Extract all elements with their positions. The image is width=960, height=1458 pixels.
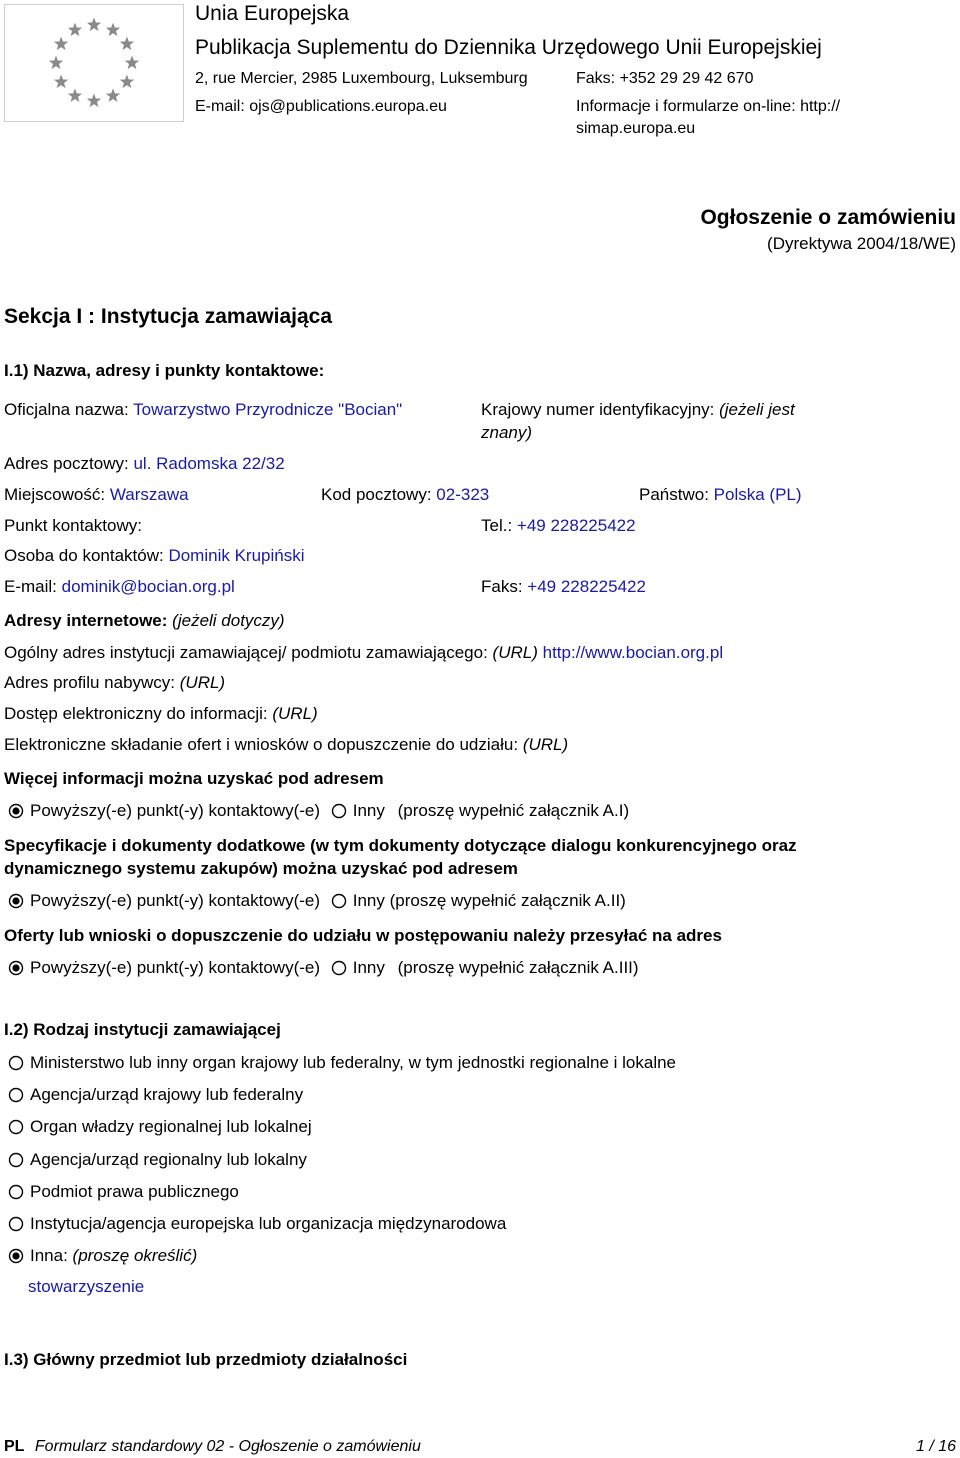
- section-title: Sekcja I : Instytucja zamawiająca: [4, 305, 333, 328]
- authority-other-note: (proszę określić): [72, 1246, 198, 1265]
- contact-person-label: Osoba do kontaktów:: [4, 546, 164, 565]
- flag-star-icon: [106, 23, 120, 37]
- e-access-url-tag: (URL): [272, 704, 318, 723]
- offers-opt1-label: Powyższy(-e) punkt(-y) kontaktowy(-e): [30, 958, 321, 977]
- email-field: [4, 577, 235, 597]
- fax-label: Faks:: [481, 577, 523, 596]
- postcode-label: Kod pocztowy:: [321, 485, 432, 504]
- email-value: dominik@bocian.org.pl: [61, 577, 235, 596]
- authority-option-label: Ministerstwo lub inny organ krajowy lub federalny, w tym jednostki regionalne i lokalne: [30, 1053, 676, 1072]
- s1-1-heading: I.1) Nazwa, adresy i punkty kontaktowe:: [4, 361, 325, 380]
- email-label: E-mail:: [4, 577, 57, 596]
- general-url-link[interactable]: http://www.bocian.org.pl: [542, 643, 724, 662]
- postal-address-value: ul. Radomska 22/32: [133, 454, 285, 473]
- postcode-value: 02-323: [436, 485, 490, 504]
- specs-heading: Specyfikacje i dokumenty dodatkowe (w tym dokumenty dotyczące dialogu konkurencyjnego oraz: [4, 836, 797, 855]
- authority-option-label: Instytucja/agencja europejska lub organizacja międzynarodowa: [30, 1214, 507, 1233]
- postal-address-label: Adres pocztowy:: [4, 454, 129, 473]
- e-access-label: Dostęp elektroniczny do informacji:: [4, 704, 268, 723]
- e-submission-field: [4, 735, 568, 755]
- official-name-field: [4, 400, 402, 420]
- header-publication: Publikacja Suplementu do Dziennika Urzędowego Unii Europejskiej: [195, 36, 822, 59]
- radio-unchecked-icon[interactable]: [8, 1055, 24, 1071]
- notice-directive: (Dyrektywa 2004/18/WE): [767, 234, 956, 253]
- authority-option: [8, 1085, 303, 1105]
- flag-star-icon: [120, 75, 134, 89]
- radio-unchecked-icon[interactable]: [8, 1152, 24, 1168]
- radio-checked-icon[interactable]: [8, 893, 24, 909]
- more-info-heading: Więcej informacji można uzyskać pod adresem: [4, 769, 384, 788]
- eu-flag-logo: [4, 4, 184, 122]
- footer-lang: PL: [4, 1438, 25, 1455]
- e-submission-url-tag: (URL): [522, 735, 569, 754]
- fax-value: +49 228225422: [527, 577, 646, 596]
- authority-option: [8, 1182, 239, 1202]
- footer-left: [4, 1438, 421, 1456]
- buyer-profile-url-tag: (URL): [179, 673, 226, 692]
- country-value: Polska (PL): [713, 485, 802, 504]
- town-label: Miejscowość:: [4, 485, 106, 504]
- e-submission-label: Elektroniczne składanie ofert i wniosków o dopuszczenie do udziału:: [4, 735, 519, 754]
- specs-opt1-label: Powyższy(-e) punkt(-y) kontaktowy(-e): [30, 891, 321, 910]
- national-id-label: Krajowy numer identyfikacyjny:: [481, 400, 715, 419]
- flag-star-icon: [87, 18, 101, 32]
- authority-option: [8, 1117, 312, 1137]
- tel-value: +49 228225422: [516, 516, 636, 535]
- specs-options: [8, 891, 626, 911]
- official-name-value: Towarzystwo Przyrodnicze "Bocian": [133, 400, 403, 419]
- footer-page: 1 / 16: [915, 1438, 956, 1455]
- general-url-tag: (URL): [492, 643, 538, 662]
- authority-other-value: stowarzyszenie: [28, 1277, 145, 1296]
- radio-unchecked-icon[interactable]: [331, 960, 347, 976]
- town-field: [4, 485, 189, 505]
- authority-option-other: [8, 1246, 197, 1266]
- flag-star-icon: [68, 88, 82, 102]
- radio-checked-icon[interactable]: [8, 960, 24, 976]
- general-url-label: Ogólny adres instytucji zamawiającej/ podmiotu zamawiającego:: [4, 643, 488, 662]
- flag-star-icon: [54, 37, 68, 51]
- offers-opt2-label: Inny: [352, 958, 385, 977]
- fax-field: [481, 577, 646, 597]
- flag-star-icon: [120, 37, 134, 51]
- more-info-options: [8, 801, 629, 821]
- authority-option: [8, 1214, 506, 1234]
- authority-option-label: Agencja/urząd krajowy lub federalny: [30, 1085, 304, 1104]
- flag-star-icon: [54, 75, 68, 89]
- national-id-note: (jeżeli jest: [719, 400, 795, 419]
- s1-2-heading: I.2) Rodzaj instytucji zamawiającej: [4, 1020, 281, 1039]
- contact-person-value: Dominik Krupiński: [168, 546, 305, 565]
- radio-unchecked-icon[interactable]: [8, 1087, 24, 1103]
- specs-note: (proszę wypełnić załącznik A.II): [389, 891, 626, 910]
- town-value: Warszawa: [109, 485, 189, 504]
- authority-option: [8, 1053, 676, 1073]
- more-info-opt1-label: Powyższy(-e) punkt(-y) kontaktowy(-e): [30, 801, 321, 820]
- official-name-label: Oficjalna nazwa:: [4, 400, 129, 419]
- flag-star-icon: [49, 56, 63, 70]
- buyer-profile-label: Adres profilu nabywcy:: [4, 673, 176, 692]
- buyer-profile-field: [4, 673, 225, 693]
- flag-star-icon: [68, 23, 82, 37]
- national-id-note-cont: znany): [481, 423, 533, 442]
- e-access-field: [4, 704, 318, 724]
- header-address: 2, rue Mercier, 2985 Luxembourg, Luksemburg: [195, 70, 528, 87]
- header-info-line2: simap.europa.eu: [576, 120, 696, 137]
- offers-options: [8, 958, 639, 978]
- header-org: Unia Europejska: [195, 2, 350, 25]
- radio-unchecked-icon[interactable]: [8, 1119, 24, 1135]
- national-id-field: [481, 400, 795, 420]
- specs-heading-cont: dynamicznego systemu zakupów) można uzyskać pod adresem: [4, 859, 518, 878]
- postal-address-field: [4, 454, 285, 474]
- s1-3-heading: I.3) Główny przedmiot lub przedmioty działalności: [4, 1350, 408, 1369]
- radio-unchecked-icon[interactable]: [8, 1216, 24, 1232]
- specs-opt2-label: Inny: [352, 891, 385, 910]
- authority-option-label: Podmiot prawa publicznego: [30, 1182, 239, 1201]
- general-url-field: [4, 643, 723, 663]
- flag-star-icon: [125, 56, 139, 70]
- authority-other-label: Inna:: [30, 1246, 68, 1265]
- tel-field: [481, 516, 636, 536]
- radio-checked-icon[interactable]: [8, 803, 24, 819]
- country-label: Państwo:: [639, 485, 709, 504]
- contact-point-label: Punkt kontaktowy:: [4, 516, 142, 535]
- authority-option-label: Agencja/urząd regionalny lub lokalny: [30, 1150, 307, 1169]
- internet-addresses: [4, 611, 285, 631]
- flag-star-icon: [87, 94, 101, 108]
- tel-label: Tel.:: [481, 516, 513, 535]
- contact-person-field: [4, 546, 305, 566]
- radio-unchecked-icon[interactable]: [331, 803, 347, 819]
- offers-heading: Oferty lub wnioski o dopuszczenie do udziału w postępowaniu należy przesyłać na adres: [4, 926, 722, 945]
- notice-title: Ogłoszenie o zamówieniu: [700, 206, 956, 229]
- more-info-note: (proszę wypełnić załącznik A.I): [397, 801, 630, 820]
- radio-checked-icon[interactable]: [8, 1248, 24, 1264]
- flag-star-icon: [106, 88, 120, 102]
- authority-option-label: Organ władzy regionalnej lub lokalnej: [30, 1117, 312, 1136]
- header-email: E-mail: ojs@publications.europa.eu: [195, 98, 447, 115]
- country-field: [639, 485, 802, 505]
- postcode-field: [321, 485, 489, 505]
- header-info-line1: Informacje i formularze on-line: http://: [576, 98, 841, 115]
- authority-option: [8, 1150, 307, 1170]
- header-fax: Faks: +352 29 29 42 670: [576, 70, 754, 87]
- radio-unchecked-icon[interactable]: [8, 1184, 24, 1200]
- internet-note: (jeżeli dotyczy): [172, 611, 285, 630]
- radio-unchecked-icon[interactable]: [331, 893, 347, 909]
- footer-form: Formularz standardowy 02 - Ogłoszenie o zamówieniu: [34, 1438, 421, 1455]
- internet-label: Adresy internetowe:: [4, 611, 168, 630]
- more-info-opt2-label: Inny: [352, 801, 385, 820]
- offers-note: (proszę wypełnić załącznik A.III): [397, 958, 639, 977]
